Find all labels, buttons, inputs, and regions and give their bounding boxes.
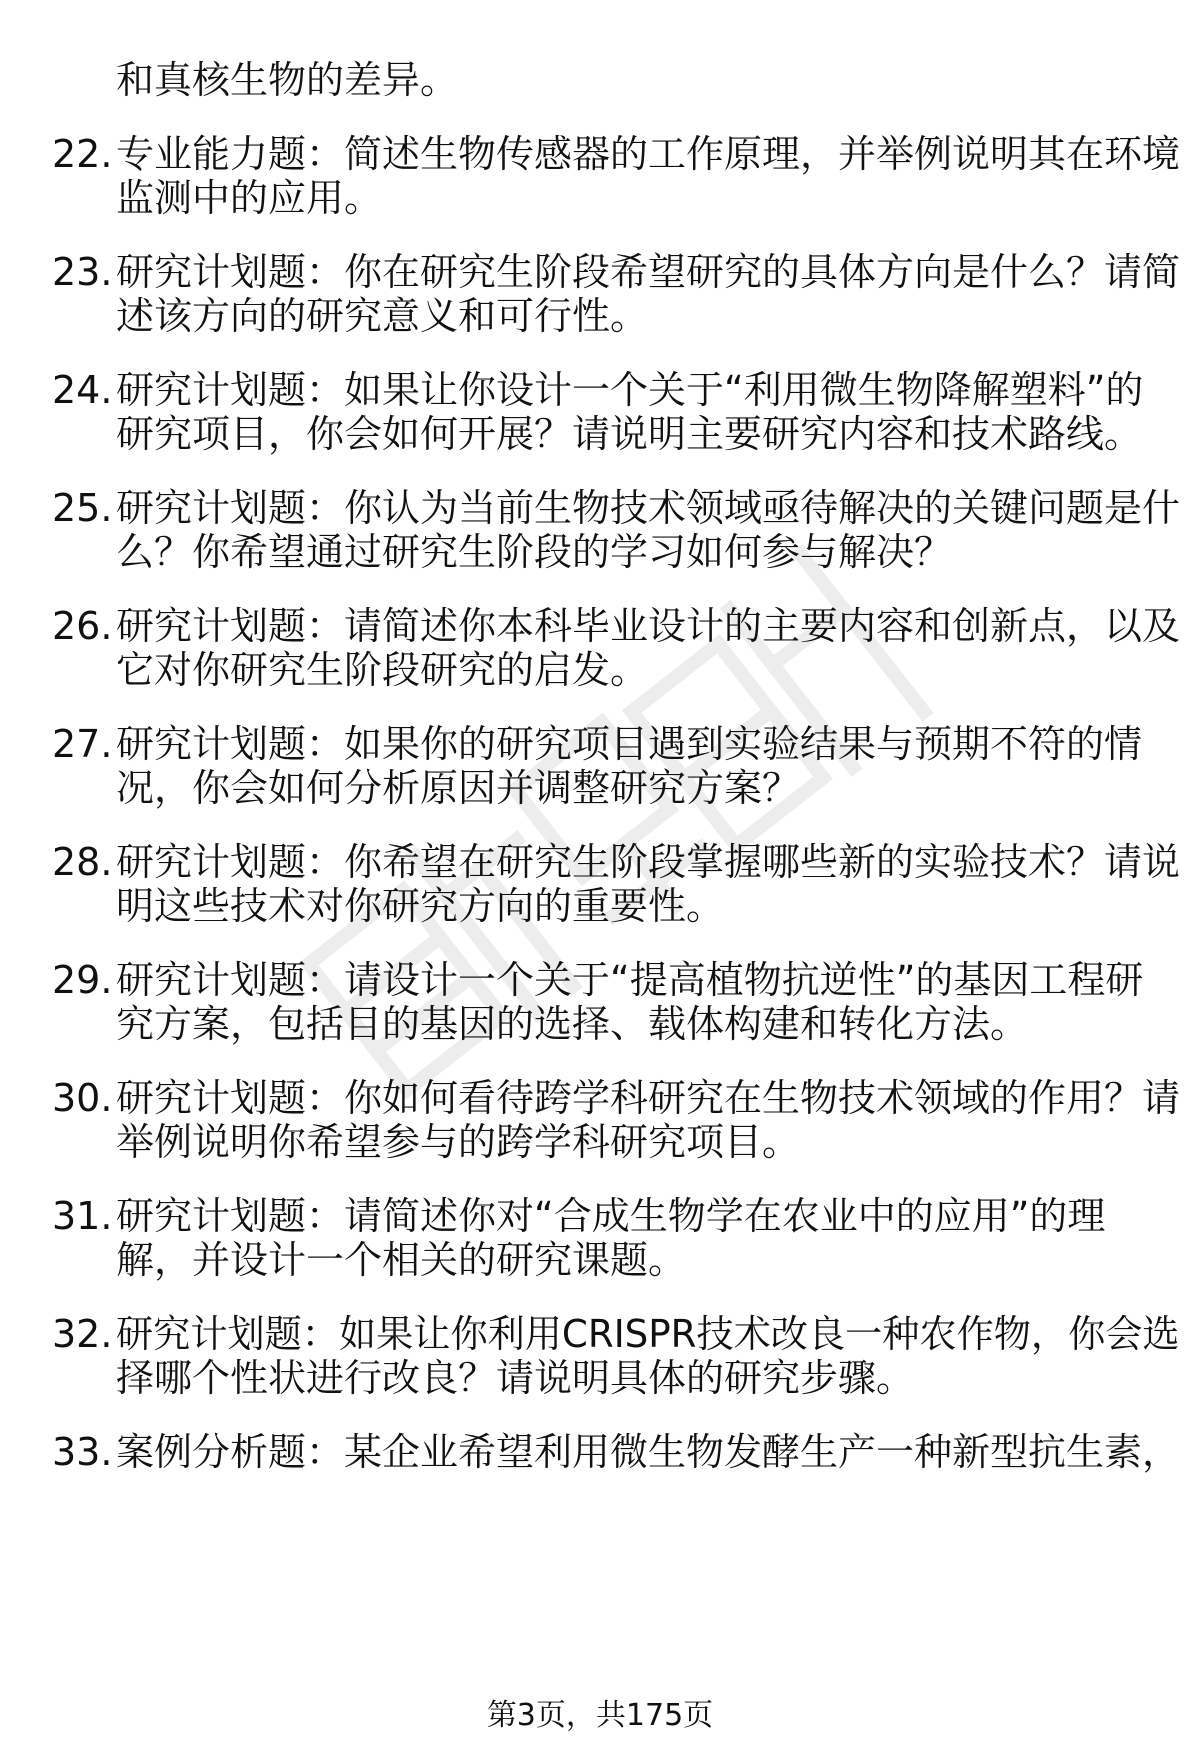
question-text-line: 研究项目，你会如何开展？请说明主要研究内容和技术路线。 <box>116 412 1143 456</box>
question-text-line: 监测中的应用。 <box>116 176 383 220</box>
question-number: 25. <box>52 486 113 530</box>
question-text-line: 么？你希望通过研究生阶段的学习如何参与解决？ <box>116 530 953 574</box>
question-number: 32. <box>52 1312 113 1356</box>
question-text-line: 究方案，包括目的基因的选择、载体构建和转化方法。 <box>116 1002 1029 1046</box>
question-text-line: 举例说明你希望参与的跨学科研究项目。 <box>116 1120 801 1164</box>
question-text-line: 明这些技术对你研究方向的重要性。 <box>116 884 725 928</box>
question-text-line: 研究计划题：你在研究生阶段希望研究的具体方向是什么？请简 <box>116 250 1181 294</box>
question-text-line: 况，你会如何分析原因并调整研究方案？ <box>116 766 801 810</box>
question-text-line: 研究计划题：请简述你对“合成生物学在农业中的应用”的理 <box>116 1194 1106 1238</box>
question-number: 29. <box>52 958 113 1002</box>
question-number: 33. <box>52 1430 113 1474</box>
question-text-line: 解，并设计一个相关的研究课题。 <box>116 1238 687 1282</box>
question-number: 26. <box>52 604 113 648</box>
question-number: 27. <box>52 722 113 766</box>
question-text-line: 择哪个性状进行改良？请说明具体的研究步骤。 <box>116 1356 915 1400</box>
question-number: 31. <box>52 1194 113 1238</box>
question-text-line: 述该方向的研究意义和可行性。 <box>116 294 649 338</box>
question-text-line: 它对你研究生阶段研究的启发。 <box>116 648 649 692</box>
question-text-line: 研究计划题：你希望在研究生阶段掌握哪些新的实验技术？请说 <box>116 840 1181 884</box>
page-footer: 第3页，共175页 <box>486 1698 714 1733</box>
question-text-line: 专业能力题：简述生物传感器的工作原理，并举例说明其在环境 <box>116 132 1181 176</box>
question-text-line: 研究计划题：请设计一个关于“提高植物抗逆性”的基因工程研 <box>116 958 1144 1002</box>
question-text-line: 研究计划题：请简述你本科毕业设计的主要内容和创新点，以及 <box>116 604 1181 648</box>
question-text-line: 研究计划题：如果你的研究项目遇到实验结果与预期不符的情 <box>116 722 1143 766</box>
question-number: 23. <box>52 250 113 294</box>
question-number: 22. <box>52 132 113 176</box>
question-number: 24. <box>52 368 113 412</box>
watermark-logo <box>230 480 990 1180</box>
question-text-line: 研究计划题：你认为当前生物技术领域亟待解决的关键问题是什 <box>116 486 1181 530</box>
question-text-line: 研究计划题：如果让你利用CRISPR技术改良一种农作物，你会选 <box>116 1312 1180 1356</box>
question-continuation-line: 和真核生物的差异。 <box>116 58 459 102</box>
question-number: 30. <box>52 1076 113 1120</box>
question-text-line: 研究计划题：你如何看待跨学科研究在生物技术领域的作用？请 <box>116 1076 1181 1120</box>
question-text-line: 案例分析题：某企业希望利用微生物发酵生产一种新型抗生素， <box>116 1430 1181 1474</box>
question-number: 28. <box>52 840 113 884</box>
question-text-line: 研究计划题：如果让你设计一个关于“利用微生物降解塑料”的 <box>116 368 1144 412</box>
